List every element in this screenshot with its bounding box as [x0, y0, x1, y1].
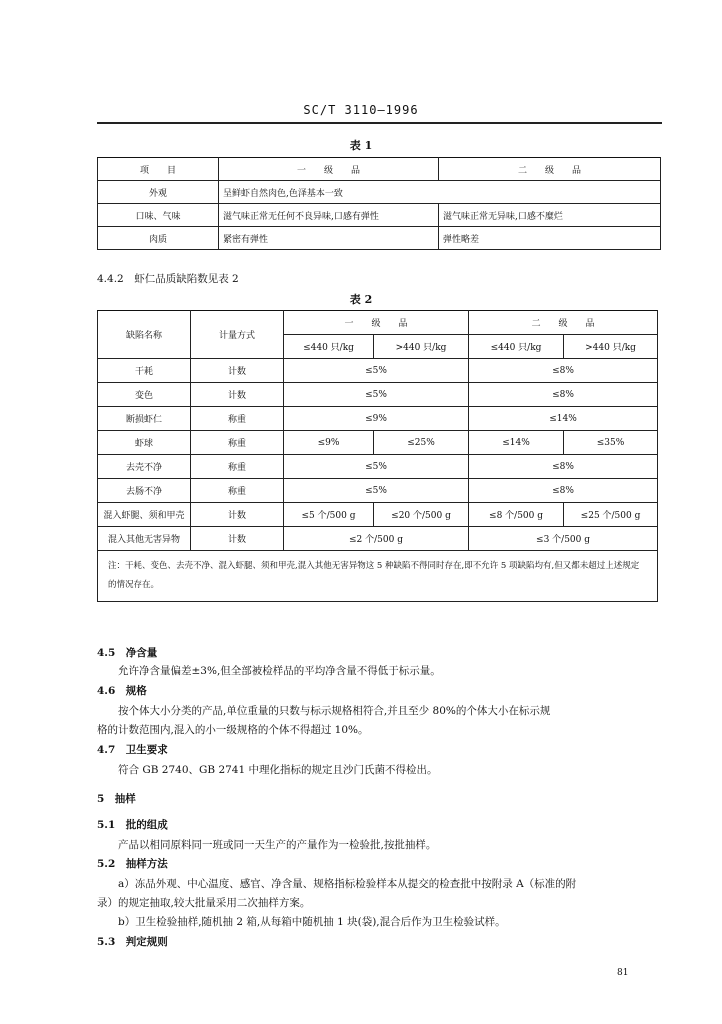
grade2-limit: ≤3 个/500 g — [469, 527, 658, 551]
table-2 — [97, 310, 658, 602]
measure-method: 称重 — [191, 479, 284, 503]
table-row — [98, 407, 658, 431]
table1-item: 外观 — [98, 181, 219, 204]
defect-name: 去壳不净 — [98, 455, 191, 479]
table2-header-grade1: 一 级 品 — [284, 311, 469, 335]
table1-header-grade2: 二 级 品 — [439, 158, 661, 181]
defect-name: 干耗 — [98, 359, 191, 383]
defect-name: 虾球 — [98, 431, 191, 455]
measure-method: 计数 — [191, 527, 284, 551]
table-row — [98, 431, 658, 455]
grade2-limit: ≤8% — [469, 383, 658, 407]
table-row — [98, 479, 658, 503]
section-5-1-text: 产品以相同原料同一班或同一天生产的产量作为一检验批,按批抽样。 — [118, 839, 437, 851]
table-row — [98, 503, 658, 527]
measure-method: 称重 — [191, 455, 284, 479]
section-4-7-heading: 4.7 卫生要求 — [97, 744, 168, 756]
grade1-limit: ≤9% — [284, 407, 469, 431]
grade2-large-limit: ≤25 个/500 g — [564, 503, 658, 527]
section-5-1-heading: 5.1 批的组成 — [97, 819, 168, 831]
section-4-4-2: 4.4.2 虾仁品质缺陷数见表 2 — [97, 273, 239, 285]
table-row — [98, 204, 661, 227]
table-row — [98, 383, 658, 407]
table1-grade2-cell: 滋气味正常无异味,口感不糜烂 — [439, 204, 661, 227]
section-4-5-heading: 4.5 净含量 — [97, 647, 158, 659]
table1-header-row — [98, 158, 661, 181]
table2-caption: 表 2 — [349, 293, 373, 306]
table-row — [98, 527, 658, 551]
grade1-small-limit: ≤5 个/500 g — [284, 503, 374, 527]
table-row — [98, 455, 658, 479]
grade1-limit: ≤2 个/500 g — [284, 527, 469, 551]
defect-name: 混入虾腿、须和甲壳 — [98, 503, 191, 527]
grade1-small-limit: ≤9% — [284, 431, 374, 455]
defect-name: 断损虾仁 — [98, 407, 191, 431]
section-5-2-a-line2: 录）的规定抽取,较大批量采用二次抽样方案。 — [97, 897, 311, 909]
table2-header-grade2: 二 级 品 — [469, 311, 658, 335]
grade2-limit: ≤8% — [469, 359, 658, 383]
table-row — [98, 181, 661, 204]
grade2-large-limit: ≤35% — [564, 431, 658, 455]
table1-header-item: 项 目 — [98, 158, 219, 181]
table1-item: 口味、气味 — [98, 204, 219, 227]
section-4-6-heading: 4.6 规格 — [97, 685, 147, 697]
grade1-limit: ≤5% — [284, 383, 469, 407]
defect-name: 变色 — [98, 383, 191, 407]
grade2-limit: ≤8% — [469, 455, 658, 479]
section-4-6-line2: 格的计数范围内,混入的小一级规格的个体不得超过 10%。 — [97, 724, 369, 736]
section-4-7-text: 符合 GB 2740、GB 2741 中理化指标的规定且沙门氏菌不得检出。 — [118, 764, 438, 776]
table1-grade1-cell: 紧密有弹性 — [219, 227, 439, 250]
table1-grade1-cell: 滋气味正常无任何不良异味,口感有弹性 — [219, 204, 439, 227]
section-5-2-b: b）卫生检验抽样,随机抽 2 箱,从每箱中随机抽 1 块(袋),混合后作为卫生检验试样。 — [118, 916, 506, 928]
grade1-large-limit: ≤25% — [374, 431, 469, 455]
measure-method: 称重 — [191, 407, 284, 431]
section-4-5-text: 允许净含量偏差±3%,但全部被检样品的平均净含量不得低于标示量。 — [118, 665, 441, 677]
table-1 — [97, 157, 661, 250]
grade1-large-limit: ≤20 个/500 g — [374, 503, 469, 527]
page-number: 81 — [617, 968, 629, 978]
table1-grade2-cell: 弹性略差 — [439, 227, 661, 250]
table-row — [98, 227, 661, 250]
grade2-small-limit: ≤8 个/500 g — [469, 503, 564, 527]
table1-item: 肉质 — [98, 227, 219, 250]
defect-name: 去肠不净 — [98, 479, 191, 503]
table2-subheader: ≤440 只/kg — [284, 335, 374, 359]
grade2-small-limit: ≤14% — [469, 431, 564, 455]
table-row — [98, 359, 658, 383]
section-5-3-heading: 5.3 判定规则 — [97, 936, 168, 948]
measure-method: 称重 — [191, 431, 284, 455]
grade1-limit: ≤5% — [284, 455, 469, 479]
grade1-limit: ≤5% — [284, 479, 469, 503]
standard-code: SC/T 3110—1996 — [303, 103, 419, 117]
measure-method: 计数 — [191, 383, 284, 407]
table2-note-row — [98, 551, 658, 602]
table2-subheader: >440 只/kg — [374, 335, 469, 359]
table2-header-defect: 缺陷名称 — [98, 311, 191, 359]
grade1-limit: ≤5% — [284, 359, 469, 383]
section-5-2-a-line1: a）冻品外观、中心温度、感官、净含量、规格指标检验样本从提交的检查批中按附录 A（标准的附 — [118, 878, 577, 890]
table1-header-grade1: 一 级 品 — [219, 158, 439, 181]
table2-note: 注：干耗、变色、去壳不净、混入虾腿、须和甲壳,混入其他无害异物这 5 种缺陷不得同时存在,即不允许 5 项缺陷均有,但又都未超过上述规定的情况存在。 — [98, 551, 658, 602]
defect-name: 混入其他无害异物 — [98, 527, 191, 551]
grade2-limit: ≤14% — [469, 407, 658, 431]
measure-method: 计数 — [191, 503, 284, 527]
table2-subheader: >440 只/kg — [564, 335, 658, 359]
table2-header-method: 计量方式 — [191, 311, 284, 359]
table1-merged-cell: 呈鲜虾自然肉色,色泽基本一致 — [219, 181, 661, 204]
table2-header-row — [98, 311, 658, 335]
section-4-6-line1: 按个体大小分类的产品,单位重量的只数与标示规格相符合,并且至少 80%的个体大小在标示规 — [118, 705, 551, 717]
section-5-heading: 5 抽样 — [97, 793, 136, 805]
header-rule — [97, 122, 662, 124]
table2-subheader: ≤440 只/kg — [469, 335, 564, 359]
measure-method: 计数 — [191, 359, 284, 383]
table1-caption: 表 1 — [349, 139, 373, 152]
section-5-2-heading: 5.2 抽样方法 — [97, 858, 168, 870]
grade2-limit: ≤8% — [469, 479, 658, 503]
